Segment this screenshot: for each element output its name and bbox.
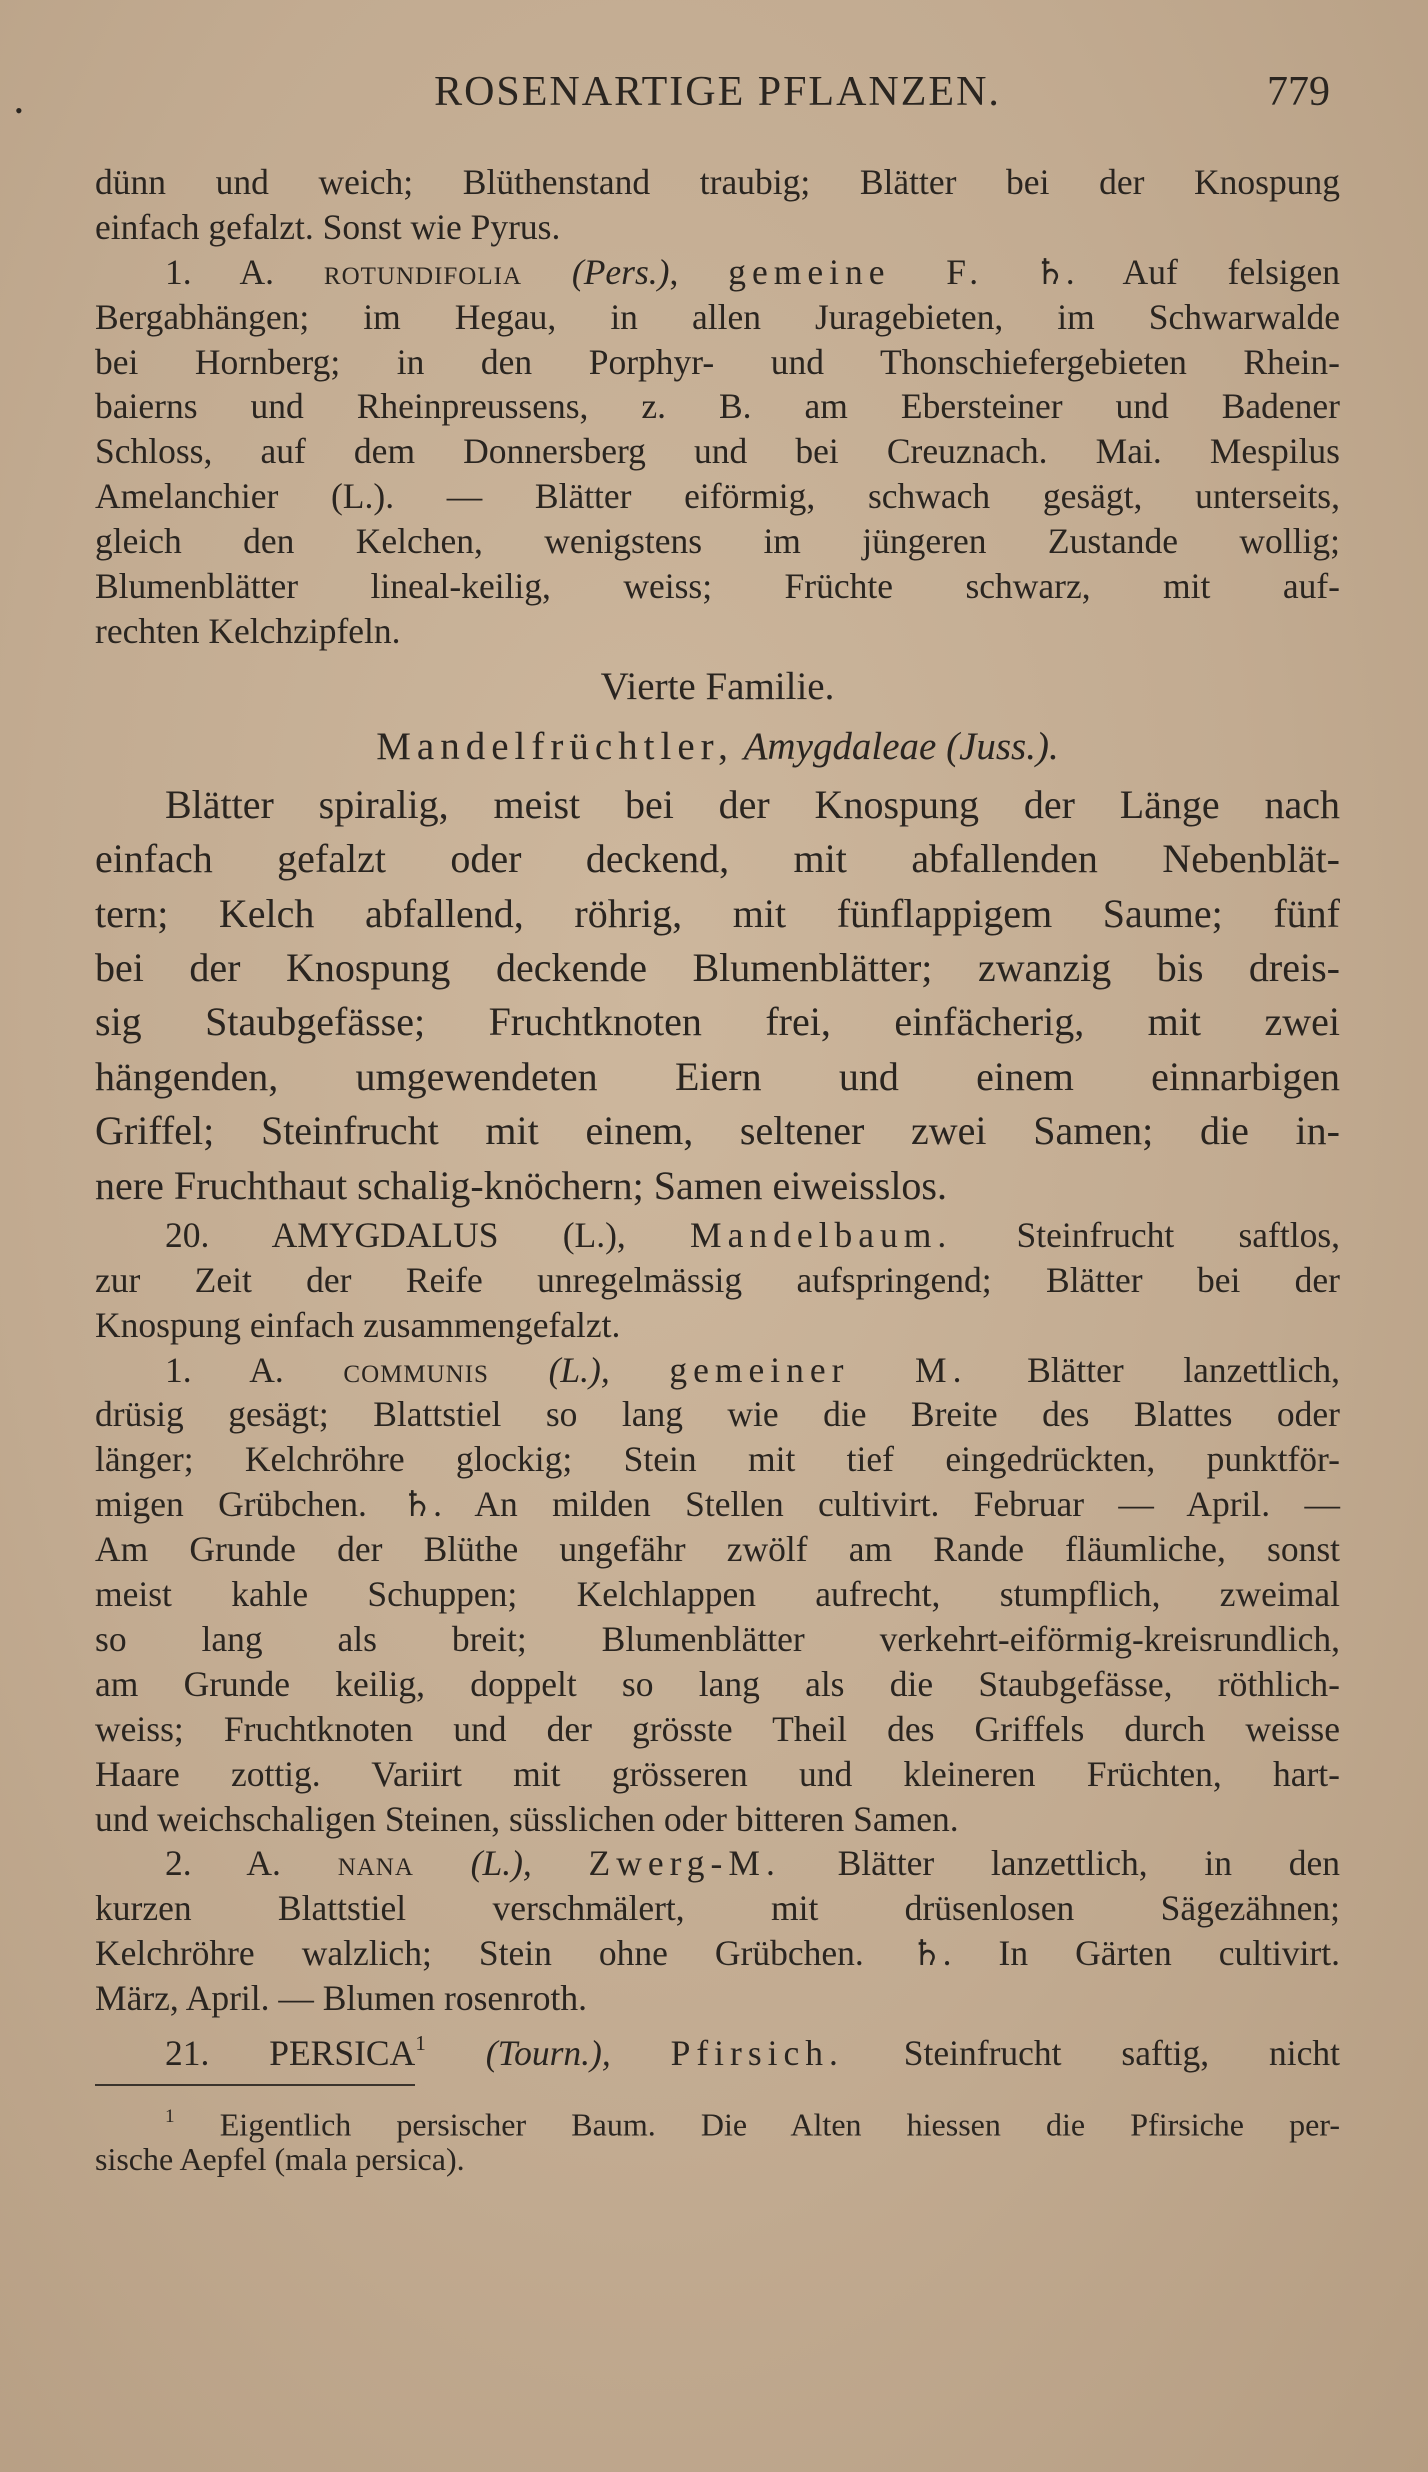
genus-authority: (Tourn.), (425, 2032, 611, 2073)
text-line: rechten Kelchzipfeln. (95, 610, 401, 651)
section-genus-continued (95, 160, 1340, 654)
text-line: Haare zottig. Variirt mit grösseren und kleineren Früchten, hart- (95, 1753, 1340, 1794)
species-authority: (Pers.) (571, 251, 670, 292)
species-common-name: Zwerg-M. (588, 1843, 781, 1884)
text-line: bei der Knospung deckende Blumenblätter; zwanzig bis dreis- (95, 944, 1340, 990)
text-line: dünn und weich; Blüthenstand traubig; Blätter bei der Knospung (95, 162, 1340, 202)
text-line: Blumenblätter lineal-keilig, weiss; Früchte schwarz, mit auf- (95, 566, 1340, 607)
text-line: nere Fruchthaut schalig-knöchern; Samen eiweisslos. (95, 1162, 947, 1208)
text-line: am Grunde keilig, doppelt so lang als die Staubgefässe, röthlich- (95, 1663, 1340, 1704)
footnote-line: sische Aepfel (mala persica). (95, 2140, 465, 2177)
text-line: Blätter spiralig, meist bei der Knospung der Länge nach (165, 781, 1340, 827)
species-nana-line (95, 1841, 1340, 1886)
genus-amygdalus (95, 1213, 1341, 2073)
page-body (95, 160, 1340, 2180)
genus-text: Steinfrucht saftlos, (952, 1214, 1341, 1255)
species-number: 1. A. (165, 1349, 284, 1390)
species-authority: (L.), (470, 1843, 532, 1884)
species-number: 1. A. (165, 251, 275, 292)
margin-dot: • (15, 98, 23, 123)
text-line: meist kahle Schuppen; Kelchlappen aufrecht, stumpflich, zweimal (95, 1574, 1340, 1615)
footnote-line (95, 2096, 1341, 2143)
species-common-name: gemeine F. (728, 251, 985, 292)
genus-text: Steinfrucht saftig, nicht (843, 2032, 1340, 2073)
text-line: migen Grübchen. ♄. An milden Stellen cultivirt. Februar — April. — (95, 1484, 1340, 1525)
text-line: einfach gefalzt. Sonst wie Pyrus. (95, 206, 561, 247)
text-line: und weichschaligen Steinen, süsslichen oder bitteren Samen. (95, 1798, 959, 1839)
species-rotundifolia-line: 1. A. rotundifolia (Pers.), gemeine F. ♄. Auf felsigen (165, 251, 1340, 292)
species-name: rotundifolia (323, 251, 523, 292)
text-line: Griffel; Steinfrucht mit einem, seltener zwei Samen; die in- (95, 1108, 1340, 1154)
text-line: bei Hornberg; in den Porphyr- und Thonschiefergebieten Rhein- (95, 341, 1340, 382)
text-line: Amelanchier (L.). — Blätter eiförmig, schwach gesägt, unterseits, (95, 476, 1340, 517)
footnote-mark: 1 (165, 2105, 175, 2127)
family-name: Mandelfrüchtler, (376, 724, 734, 768)
text-line: hängenden, umgewendeten Eiern und einem einnarbigen (95, 1053, 1340, 1099)
species-name: communis (343, 1349, 489, 1390)
text-line: drüsig gesägt; Blattstiel so lang wie die Breite des Blattes oder (95, 1394, 1340, 1435)
species-number: 2. A. (165, 1843, 281, 1884)
text-line: baierns und Rheinpreussens, z. B. am Ebersteiner und Badener (95, 386, 1340, 427)
footnote-text: Eigentlich persischer Baum. Die Alten hiessen die Pfirsiche per- (219, 2106, 1341, 2143)
text-line: Schloss, auf dem Donnersberg und bei Creuznach. Mai. Mespilus (95, 431, 1340, 472)
text-line: so lang als breit; Blumenblätter verkehrt-eiförmig-kreisrundlich, (95, 1618, 1340, 1659)
species-authority: (L.), (548, 1349, 610, 1390)
genus-21-line (95, 2021, 1340, 2073)
species-text: Blätter lanzettlich, in den (780, 1843, 1341, 1884)
genus-label: 21. PERSICA (165, 2032, 416, 2073)
genus-20-line (95, 1213, 1340, 1258)
running-header (15, 68, 1340, 128)
text-line: Knospung einfach zusammengefalzt. (95, 1304, 621, 1345)
text-line: zur Zeit der Reife unregelmässig aufspringend; Blätter bei der (95, 1259, 1340, 1300)
species-communis-line (95, 1348, 1340, 1393)
species-text: ♄. Auf felsigen (984, 251, 1340, 292)
text-line: März, April. — Blumen rosenroth. (95, 1978, 587, 2019)
species-common-name: gemeiner M. (669, 1349, 968, 1390)
text-line: sig Staubgefässe; Fruchtknoten frei, einfächerig, mit zwei (95, 999, 1340, 1045)
text-line: tern; Kelch abfallend, röhrig, mit fünflappigem Saume; fünf (95, 890, 1340, 936)
text-line: Am Grunde der Blüthe ungefähr zwölf am Rande fläumliche, sonst (95, 1529, 1340, 1570)
footnote-rule (95, 2084, 415, 2086)
text-line: gleich den Kelchen, wenigstens im jüngeren Zustande wollig; (95, 521, 1340, 562)
family-latin-name: Amygdaleae (Juss.). (743, 724, 1059, 768)
species-name: nana (337, 1843, 414, 1884)
genus-common-name: Mandelbaum. (690, 1214, 953, 1255)
text-line: kurzen Blattstiel verschmälert, mit drüsenlosen Sägezähnen; (95, 1888, 1340, 1929)
family-name-line (95, 714, 1340, 778)
family-description (95, 778, 1340, 1213)
genus-label: 20. AMYGDALUS (L.), (165, 1214, 626, 1255)
footnote-reference: 1 (415, 2030, 426, 2055)
genus-common-name: Pfirsich. (670, 2032, 844, 2073)
text-line: weiss; Fruchtknoten und der grösste Theil des Griffels durch weisse (95, 1708, 1340, 1749)
family-heading: Vierte Familie. (600, 664, 835, 708)
page-number: 779 (1267, 69, 1330, 115)
species-text: Blätter lanzettlich, (967, 1349, 1341, 1390)
text-line: Kelchröhre walzlich; Stein ohne Grübchen. ♄. In Gärten cultivirt. (95, 1933, 1340, 1974)
text-line: länger; Kelchröhre glockig; Stein mit tief eingedrückten, punktför- (95, 1439, 1340, 1480)
text-line: Bergabhängen; im Hegau, in allen Juragebieten, im Schwarwalde (95, 296, 1340, 337)
text-line: einfach gefalzt oder deckend, mit abfallenden Nebenblät- (95, 836, 1340, 882)
running-title: ROSENARTIGE PFLANZEN. (434, 69, 1001, 115)
footnote (95, 2096, 1340, 2180)
